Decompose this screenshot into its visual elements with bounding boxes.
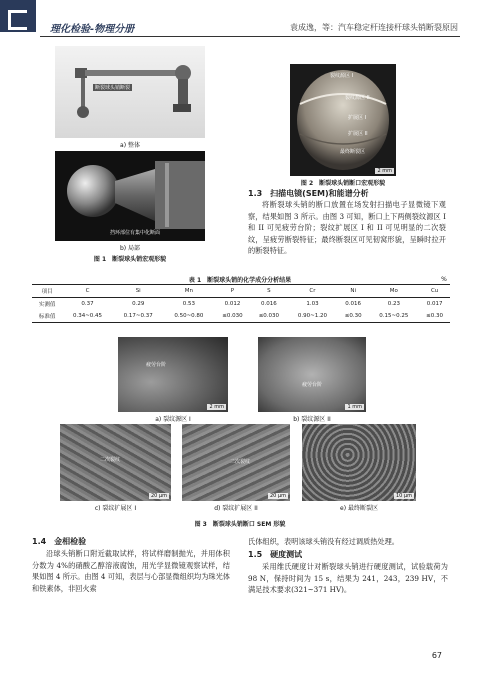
table-header: Mo xyxy=(369,285,420,298)
figure2-photo xyxy=(290,64,396,176)
figure2-label-source2: 裂纹源区 II xyxy=(345,95,370,101)
table-cell: 0.23 xyxy=(387,301,400,307)
table-cell: 0.37 xyxy=(81,301,94,307)
table-header: C xyxy=(62,285,113,298)
table-cell: 0.017 xyxy=(426,301,443,307)
figure3d-label: d) 裂纹扩展区 II xyxy=(214,505,258,512)
running-header: 袁成逸，等：汽车稳定杆连接杆球头销断裂原因 xyxy=(290,23,458,32)
ball-joint-closeup xyxy=(55,151,205,241)
table-cell: 1.03 xyxy=(306,301,319,307)
figure1b-annotation: 挡环部位有集中化断面 xyxy=(110,230,161,236)
ball-stud-rod-drawing xyxy=(55,46,205,138)
figure3b-photo xyxy=(258,337,366,412)
table-header: S xyxy=(251,285,287,298)
section15-text: 采用维氏硬度计对断裂球头销进行硬度测试，试验载荷为 98 N，保持时间为 15 s，结果为 241，243，239 HV，不满足技术要求(321~371 HV)。 xyxy=(248,562,448,594)
figure2-label-propagation2: 扩展区 II xyxy=(348,131,368,137)
section14-text: 沿球头销断口附近截取试样，将试样磨制抛光，并用体积分数为 4%的硝酸乙醇溶液腐蚀，用光学显微镜观察试样，结果如图 4 所示。由图 4 可知，表层与心部显微组织均为珠光体和铁素体，非回火索 xyxy=(32,549,230,593)
table-cell: ≤0.30 xyxy=(338,310,369,323)
table-cell: 0.17~0.37 xyxy=(113,310,164,323)
figure2-label-propagation1: 扩展区 I xyxy=(348,115,367,121)
figure1a-label: a) 整体 xyxy=(120,142,140,149)
table-cell: ≤0.030 xyxy=(251,310,287,323)
table-cell: 0.016 xyxy=(345,301,362,307)
section14-title: 1.4 金相检验 xyxy=(32,537,87,546)
figure2-label-source1: 裂纹源区 I xyxy=(330,73,354,79)
journal-title: 理化检验-物理分册 xyxy=(50,24,135,35)
table-cell: 0.90~1.20 xyxy=(287,310,338,323)
figure3a-photo xyxy=(118,337,228,412)
figure3d-scale: 20 μm xyxy=(269,493,286,499)
figure2-label-final: 最终断裂区 xyxy=(340,149,366,155)
table-header: Ni xyxy=(338,285,369,298)
figure2-scale: 2 mm xyxy=(377,168,392,174)
table-cell: 0.53 xyxy=(182,301,196,307)
table-header: Cr xyxy=(287,285,338,298)
section14-continued: 氏体组织，表明该球头销没有经过调质热处理。 xyxy=(248,537,399,546)
table-cell: 0.012 xyxy=(224,301,241,307)
table1-unit: % xyxy=(441,276,447,283)
fracture-surface-macro xyxy=(290,64,396,176)
table-cell: ≤0.030 xyxy=(214,310,250,323)
table-cell: 标准值 xyxy=(32,310,62,323)
section15-title: 1.5 硬度测试 xyxy=(248,550,303,559)
header-rule xyxy=(40,36,460,37)
figure3c-label: c) 裂纹扩展区 I xyxy=(94,505,137,512)
table-cell: 0.50~0.80 xyxy=(164,310,215,323)
figure3-caption: 图 3 断裂球头销断口 SEM 形貌 xyxy=(194,521,286,528)
table-cell: 0.29 xyxy=(132,301,145,307)
table-cell: ≤0.30 xyxy=(419,310,450,323)
table-cell: 0.34~0.45 xyxy=(62,310,113,323)
table-cell: 0.016 xyxy=(261,301,277,307)
table-cell: 实测值 xyxy=(38,302,56,308)
figure3a-label: a) 裂纹源区 I xyxy=(155,416,191,423)
figure1a-annotation: 断裂球头销断裂 xyxy=(95,85,131,91)
figure3e-photo xyxy=(302,424,416,501)
table-header: Cu xyxy=(419,285,450,298)
figure1b-label: b) 局部 xyxy=(119,245,141,252)
chemical-composition-table xyxy=(32,284,450,323)
figure2-caption: 图 2 断裂球头销断口宏观形貌 xyxy=(300,180,386,187)
journal-logo xyxy=(0,0,36,32)
figure3b-scale: 1 mm xyxy=(347,404,362,410)
table-header-row xyxy=(32,285,450,298)
figure1-caption: 图 1 断裂球头销宏观形貌 xyxy=(93,256,167,263)
figure3c-annotation: 二次裂纹 xyxy=(100,457,121,463)
figure3c-photo xyxy=(60,424,171,501)
table-header: P xyxy=(214,285,250,298)
figure3c-scale: 20 μm xyxy=(150,493,167,499)
figure3b-annotation: 疲劳台阶 xyxy=(302,382,323,388)
table-header: 项目 xyxy=(32,285,62,298)
figure3e-label: e) 最终断裂区 xyxy=(340,505,378,512)
figure3d-photo xyxy=(182,424,290,501)
table-cell: 0.15~0.25 xyxy=(369,310,420,323)
figure3e-scale: 10 μm xyxy=(395,493,412,499)
figure3a-annotation: 疲劳台阶 xyxy=(146,362,167,368)
figure1b-photo xyxy=(55,151,205,241)
figure1a-photo xyxy=(55,46,205,138)
table-row xyxy=(32,310,450,323)
page-number: 67 xyxy=(431,651,442,660)
figure3a-scale: 2 mm xyxy=(209,404,224,410)
table1-title: 表 1 断裂球头销的化学成分分析结果 xyxy=(188,277,292,284)
table-header: Si xyxy=(113,285,164,298)
section13-title: 1.3 扫描电镜(SEM)和能谱分析 xyxy=(248,189,369,198)
table-row xyxy=(32,298,450,311)
section13-text: 将断裂球头销的断口放置在场发射扫描电子显微镜下观察，结果如图 3 所示。由图 3 可知，断口上下两侧裂纹源区 I 和 II 可见疲劳台阶；裂纹扩展区 I 和 II 可见明显的二次裂纹，呈疲劳断裂特征；最终断裂区可见韧窝形貌，呈瞬时拉开的断裂特征。 xyxy=(248,200,446,255)
figure3d-annotation: 二次裂纹 xyxy=(230,459,251,465)
figure3b-label: b) 裂纹源区 II xyxy=(293,416,331,423)
table-header: Mn xyxy=(164,285,215,298)
